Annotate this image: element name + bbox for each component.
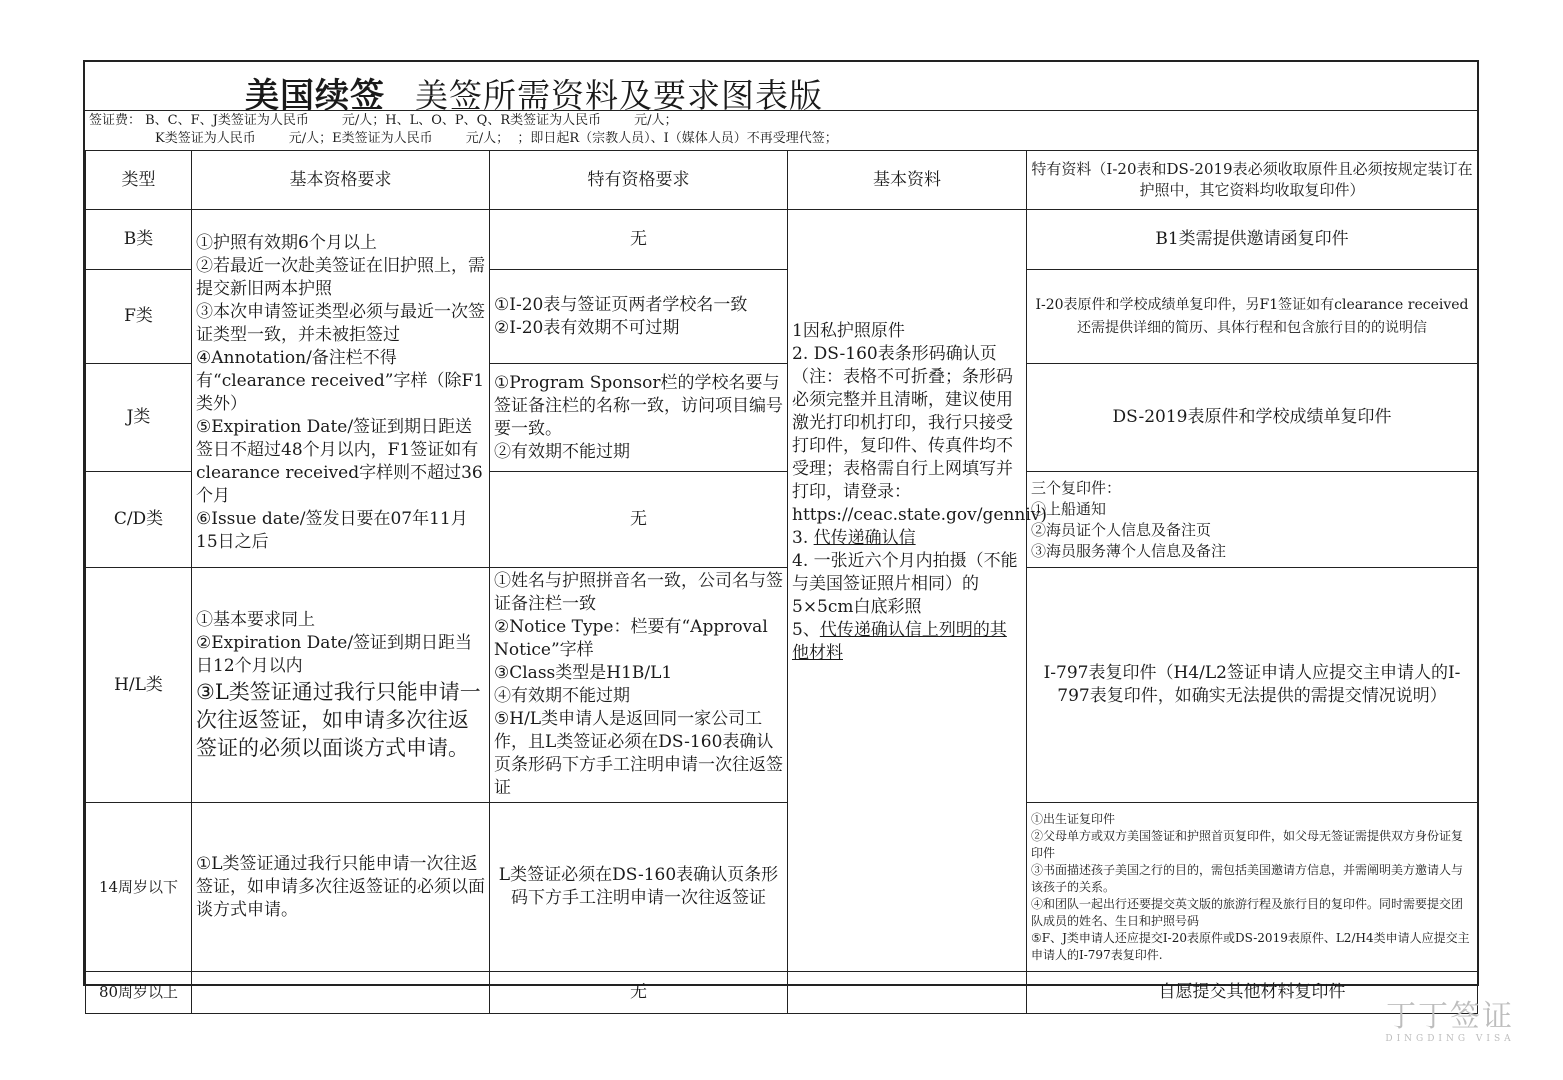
header-type: 类型 <box>86 151 192 210</box>
basic-docs-item-2: 2. DS-160表条形码确认页（注：表格不可折叠；条形码必须完整并且清晰，建议使用激光打印机打印，我行只接受打印件，复印件、传真件均不受理；表格需自行上网填写并打印，请登录：https://ceac.state.gov/genniv) <box>792 344 1047 525</box>
special-docs-hl: I-797表复印件（H4/L2签证申请人应提交主申请人的I-797表复印件，如确实无法提供的需提交情况说明） <box>1027 568 1478 803</box>
basic-req-item: ①基本要求同上 <box>196 609 315 630</box>
basic-docs-over80 <box>788 972 1027 1014</box>
basic-docs-item-3-num: 3. <box>792 528 814 548</box>
special-docs-item: 三个复印件： <box>1031 478 1122 497</box>
special-docs-j: DS-2019表原件和学校成绩单复印件 <box>1027 364 1478 472</box>
basic-req-item: ②若最近一次赴美签证在旧护照上，需提交新旧两本护照 <box>196 256 485 299</box>
header-basic-req: 基本资格要求 <box>192 151 490 210</box>
title-row <box>85 62 1477 116</box>
special-docs-f: I-20表原件和学校成绩单复印件，另F1签证如有clearance received还需提供详细的简历、具体行程和包含旅行目的的说明信 <box>1027 270 1478 364</box>
type-over80: 80周岁以上 <box>86 972 192 1014</box>
special-req-item: ①姓名与护照拼音名一致，公司名与签证备注栏一致 <box>494 571 783 614</box>
basic-req-item: ③本次申请签证类型必须与最近一次签证类型一致，并未被拒签过 <box>196 302 485 345</box>
basic-req-hl <box>192 568 490 803</box>
special-req-item: ①I-20表与签证页两者学校名一致 <box>494 294 748 315</box>
basic-docs-item-5-text: 代传递确认信上列明的其他材料 <box>792 620 1007 663</box>
special-req-over80: 无 <box>490 972 788 1014</box>
type-b: B类 <box>86 210 192 270</box>
special-docs-item: ②海员证个人信息及备注页 <box>1031 520 1212 539</box>
special-req-j <box>490 364 788 472</box>
type-j: J类 <box>86 364 192 472</box>
special-docs-under14 <box>1027 803 1478 972</box>
basic-req-item: ⑤Expiration Date/签证到期日距送签日不超过48个月以内，F1签证如有clearance received字样则不超过36个月 <box>196 417 483 506</box>
special-req-item: ①Program Sponsor栏的学校名要与签证备注栏的名称一致，访问项目编号要一致。 <box>494 372 783 439</box>
special-docs-cd <box>1027 472 1478 568</box>
page-title: 美国续签 <box>245 76 385 116</box>
header-special-req: 特有资格要求 <box>490 151 788 210</box>
special-req-cd: 无 <box>490 472 788 568</box>
header-special-docs: 特有资料（I-20表和DS-2019表必须收取原件且必须按规定装订在护照中，其它资料均收取复印件） <box>1027 151 1478 210</box>
special-req-item: ③Class类型是H1B/L1 <box>494 663 673 683</box>
basic-req-bfjcd <box>192 210 490 568</box>
special-docs-item: ②父母单方或双方美国签证和护照首页复印件，如父母无签证需提供双方身份证复印件 <box>1031 828 1464 860</box>
basic-req-over80 <box>192 972 490 1014</box>
basic-docs-item-3 <box>792 527 1022 550</box>
basic-req-item: ④Annotation/备注栏不得有“clearance received”字样（除F1类外） <box>196 348 485 414</box>
fee-line-2: K类签证为人民币 元/人；E类签证为人民币 元/人； ；即日起R（宗教人员）、I（媒体人员）不再受理代签； <box>155 131 838 146</box>
watermark-name: 丁丁签证 <box>1386 999 1514 1034</box>
special-req-item: ⑤H/L类申请人是返回同一家公司工作，且L类签证必须在DS-160表确认页条形码下方手工注明申请一次往返签证 <box>494 709 783 798</box>
row-b <box>86 210 1478 270</box>
special-docs-item: ①上船通知 <box>1031 499 1107 518</box>
basic-docs-item-3-text: 代传递确认信 <box>813 528 916 548</box>
special-docs-item: ⑤F、J类申请人还应提交I-20表原件或DS-2019表原件、L2/H4类申请人应提交主申请人的I-797表复印件. <box>1031 930 1470 962</box>
row-hl <box>86 568 1478 803</box>
special-req-item: ②Notice Type：栏要有“Approval Notice”字样 <box>494 617 768 660</box>
fee-row <box>85 110 1477 151</box>
type-f: F类 <box>86 270 192 364</box>
basic-req-note: ③L类签证通过我行只能申请一次往返签证，如申请多次往返签证的必须以面谈方式申请。 <box>196 679 481 760</box>
special-docs-b: B1类需提供邀请函复印件 <box>1027 210 1478 270</box>
special-docs-over80: 自愿提交其他材料复印件 <box>1027 972 1478 1014</box>
basic-req-item: ⑥Issue date/签发日要在07年11月15日之后 <box>196 509 468 552</box>
type-cd: C/D类 <box>86 472 192 568</box>
page-subtitle: 美签所需资料及要求图表版 <box>415 76 823 115</box>
basic-docs-item-5 <box>792 619 1022 665</box>
header-row <box>86 151 1478 210</box>
special-req-b: 无 <box>490 210 788 270</box>
special-req-f <box>490 270 788 364</box>
special-docs-item: ③海员服务薄个人信息及备注 <box>1031 541 1227 560</box>
watermark-logo <box>1380 1000 1520 1060</box>
row-under14 <box>86 803 1478 972</box>
special-docs-item: ④和团队一起出行还要提交英文版的旅游行程及旅行目的复印件。同时需要提交团队成员的姓名、生日和护照号码 <box>1031 896 1464 928</box>
basic-docs-item-5-num: 5、 <box>792 620 820 640</box>
special-req-item: ④有效期不能过期 <box>494 686 630 706</box>
header-basic-docs: 基本资料 <box>788 151 1027 210</box>
special-req-item: ②有效期不能过期 <box>494 441 630 462</box>
basic-docs-item-1: 1因私护照原件 <box>792 321 905 341</box>
special-docs-item: ①出生证复印件 <box>1031 811 1116 826</box>
basic-req-item: ①护照有效期6个月以上 <box>196 233 377 253</box>
row-over80 <box>86 972 1478 1014</box>
basic-req-under14: ①L类签证通过我行只能申请一次往返签证，如申请多次往返签证的必须以面谈方式申请。 <box>192 803 490 972</box>
special-req-hl <box>490 568 788 803</box>
basic-req-item: ②Expiration Date/签证到期日距当日12个月以内 <box>196 632 473 676</box>
special-req-under14: L类签证必须在DS-160表确认页条形码下方手工注明申请一次往返签证 <box>490 803 788 972</box>
special-req-item: ②I-20表有效期不可过期 <box>494 317 680 338</box>
watermark-en: DINGDING VISA <box>1385 1034 1515 1044</box>
type-under14: 14周岁以下 <box>86 803 192 972</box>
requirements-table <box>85 150 1478 1014</box>
document-frame <box>83 60 1479 1002</box>
type-hl: H/L类 <box>86 568 192 803</box>
basic-docs-cell <box>788 210 1047 972</box>
special-docs-item: ③书面描述孩子美国之行的目的，需包括美国邀请方信息，并需阐明美方邀请人与该孩子的关系。 <box>1031 862 1464 894</box>
basic-docs-item-4: 4. 一张近六个月内拍摄（不能与美国签证照片相同）的 5×5cm白底彩照 <box>792 551 1018 617</box>
fee-line-1: 签证费： B、C、F、J类签证为人民币 元/人；H、L、O、P、Q、R类签证为人民币 元/人； <box>89 113 678 128</box>
